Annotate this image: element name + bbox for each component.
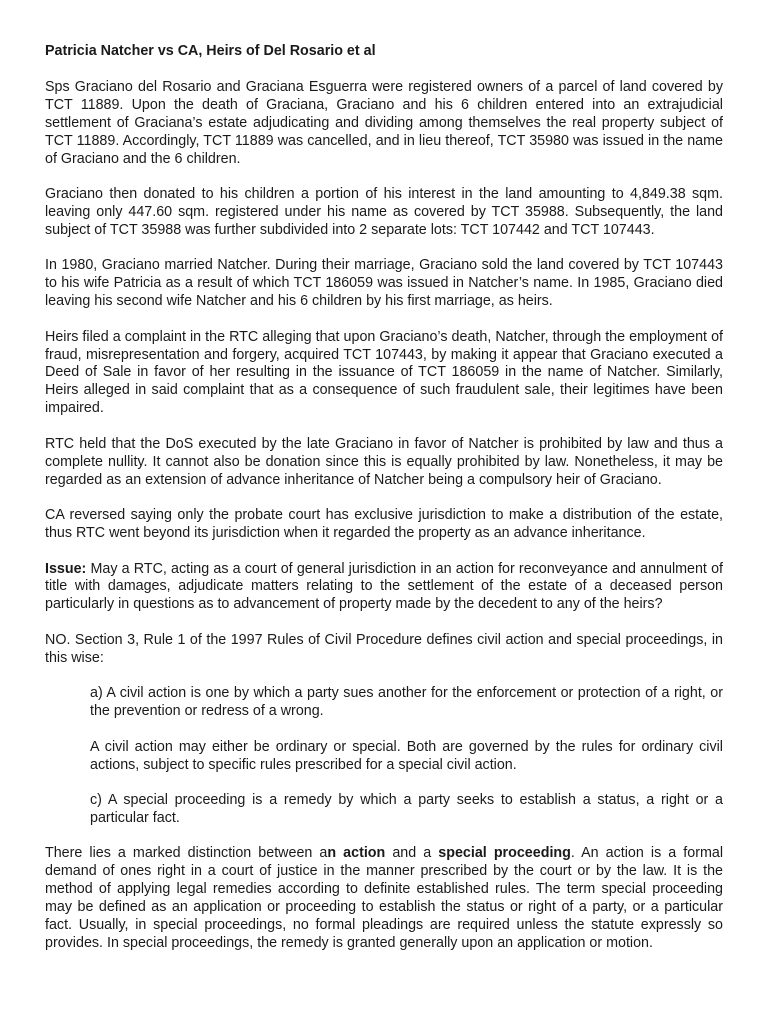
paragraph-facts-4: Heirs filed a complaint in the RTC alleging that upon Graciano’s death, Natcher, through the employment of fraud, misrepresentation and forgery, acquired TCT 107443, by making it appear that Graciano executed a Deed of Sale in favor of her resulting in the issuance of TCT 186059 in the name of Natcher. Similarly, Heirs alleged in said complaint that as a consequence of such fraudulent sale, their legitimes have been impaired. [45, 328, 723, 417]
distinction-text-c: and a [385, 845, 439, 862]
distinction-text-a: There lies a marked distinction between a [45, 845, 328, 862]
distinction-bold-action: n action [327, 845, 386, 862]
quote-civil-action: a) A civil action is one by which a party sues another for the enforcement or protection of a right, or the prevention or redress of a wrong. [90, 685, 723, 720]
document-title: Patricia Natcher vs CA, Heirs of Del Rosario et al [45, 43, 376, 59]
paragraph-ruling: NO. Section 3, Rule 1 of the 1997 Rules of Civil Procedure defines civil action and special proceedings, in this wise: [45, 631, 723, 666]
document-page [45, 43, 723, 970]
issue-text: May a RTC, acting as a court of general jurisdiction in an action for reconveyance and annulment of title with damages, adjudicate matters relating to the settlement of the estate of a deceased person particularly in questions as to advancement of property made by the decedent to any of the heirs? [45, 560, 723, 613]
paragraph-ca-ruling: CA reversed saying only the probate court has exclusive jurisdiction to make a distribution of the estate, thus RTC went beyond its jurisdiction when it regarded the property as an advance inheritance. [45, 507, 723, 541]
paragraph-rtc-ruling: RTC held that the DoS executed by the late Graciano in favor of Natcher is prohibited by law and thus a complete nullity. It cannot also be donation since this is equally prohibited by law. Nonetheless, it may be regarded as an extension of advance inheritance of Natcher being a compulsory heir of Graciano. [45, 435, 723, 488]
paragraph-facts-3: In 1980, Graciano married Natcher. During their marriage, Graciano sold the land covered by TCT 107443 to his wife Patricia as a result of which TCT 186059 was issued in Natcher’s name. In 1985, Graciano died leaving his second wife Natcher and his 6 children by his first marriage, as heirs. [45, 257, 723, 310]
distinction-text-e: . An action is a formal demand of ones right in a court of justice in the manner prescribed by the court or by the law. It is the method of applying legal remedies according to definite established rules. The term special proceeding may be defined as an application or proceeding to establish the status or right of a party, or a particular fact. Usually, in special proceedings, no formal pleadings are required unless the statute expressly so provides. In special proceedings, the remedy is granted generally upon an application or motion. [45, 845, 724, 951]
issue-label: Issue: [45, 560, 87, 577]
paragraph-distinction [45, 845, 723, 952]
paragraph-facts-2: Graciano then donated to his children a portion of his interest in the land amounting to 4,849.38 sqm. leaving only 447.60 sqm. registered under his name as covered by TCT 35988. Subsequently, the land subject of TCT 35988 was further subdivided into 2 separate lots: TCT 107442 and TCT 107443. [45, 186, 723, 238]
paragraph-facts-1: Sps Graciano del Rosario and Graciana Esguerra were registered owners of a parcel of land covered by TCT 11889. Upon the death of Graciana, Graciano and his 6 children entered into an extrajudicial settlement of Graciana’s estate adjudicating and dividing among themselves the real property subject of TCT 11889. Accordingly, TCT 11889 was cancelled, and in lieu thereof, TCT 35980 was issued in the name of Graciano and the 6 children. [45, 78, 723, 167]
quote-special-proceeding: c) A special proceeding is a remedy by which a party seeks to establish a status, a right or a particular fact. [90, 792, 723, 826]
quote-civil-action-kinds: A civil action may either be ordinary or special. Both are governed by the rules for ordinary civil actions, subject to specific rules prescribed for a special civil action. [90, 738, 723, 773]
paragraph-issue [45, 561, 723, 615]
distinction-bold-special: special proceeding [438, 845, 571, 862]
